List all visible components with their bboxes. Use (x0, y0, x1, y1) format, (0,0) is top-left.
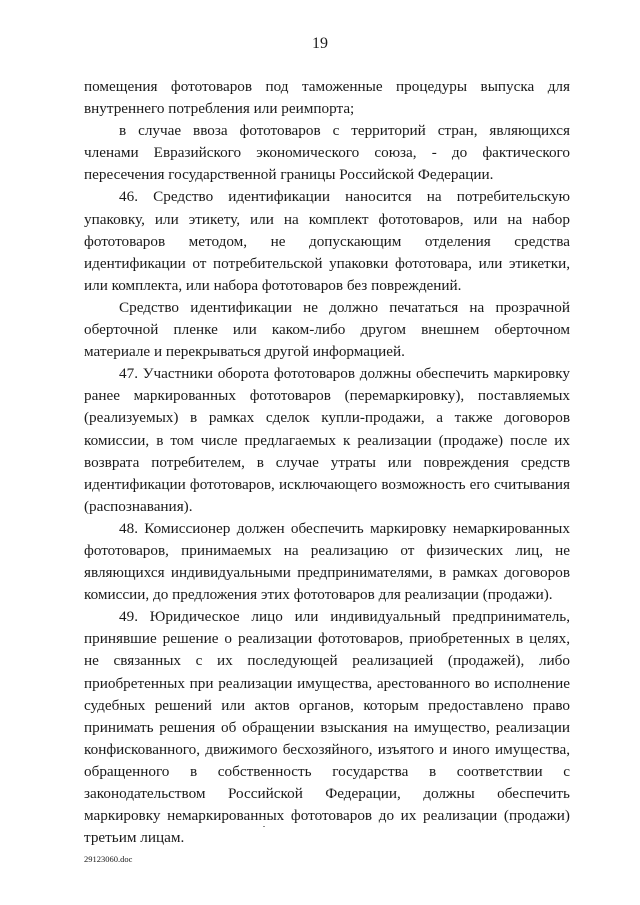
paragraph-import-eaeu: в случае ввоза фототоваров с территорий стран, являющихся членами Евразийского экономического союза, - до фактического пересечения государственной границы Российской Федерации. (84, 122, 570, 184)
paragraph-48: 48. Комиссионер должен обеспечить маркировку немаркированных фототоваров, принимаемых на реализацию от физических лиц, не являющихся индивидуальными предпринимателями, в рамках договоров комиссии, до предложения этих фототоваров для реализации (продажи). (84, 519, 570, 604)
paragraph-46: 46. Средство идентификации наносится на потребительскую упаковку, или этикету, или на комплект фототоваров, или на набор фототоваров методом, не допускающим отделения средства идентификации от потребительской упаковки фототовара, или этикетки, или комплекта, или набора фототоваров без повреждений. (84, 188, 570, 294)
file-name: 29123060.doc (84, 854, 133, 864)
paragraph-continuation: помещения фототоваров под таможенные процедуры выпуска для внутреннего потребления или реимпорта; (84, 78, 570, 118)
paragraph-47: 47. Участники оборота фототоваров должны обеспечить маркировку ранее маркированных фототоваров (перемаркировку), поставляемых (реализуемых) в рамках сделок купли-продажи, а также договоров комиссии, в том числе предлагаемых к реализации (продаже) после их возврата потребителем, в случае утраты или повреждения средств идентификации фототоваров, исключающего возможность его считывания (распознавания). (84, 365, 570, 515)
paragraph-49: 49. Юридическое лицо или индивидуальный предприниматель, принявшие решение о реализации фототоваров, приобретенных в целях, не связанных с их последующей реализацией (продажей), либо приобретенных при реализации имущества, арестованного во исполнение судебных решений или актов органов, которым предоставлено право принимать решения об обращении взыскания на имущество, реализации конфискованного, движимого бесхозяйного, изъятого и иного имущества, обращенного в собственность государства в соответствии с законодательством Российской Федерации, должны обеспечить маркировку немаркированных фототоваров до их реализации (продажи) третьим лицам. (84, 608, 570, 847)
page-number: 19 (312, 35, 328, 52)
footer-mark (263, 826, 265, 827)
paragraph-46-note: Средство идентификации не должно печататься на прозрачной оберточной пленке или каком-либо другом внешнем оберточном материале и перекрываться другой информацией. (84, 298, 570, 361)
document-body (84, 76, 570, 849)
